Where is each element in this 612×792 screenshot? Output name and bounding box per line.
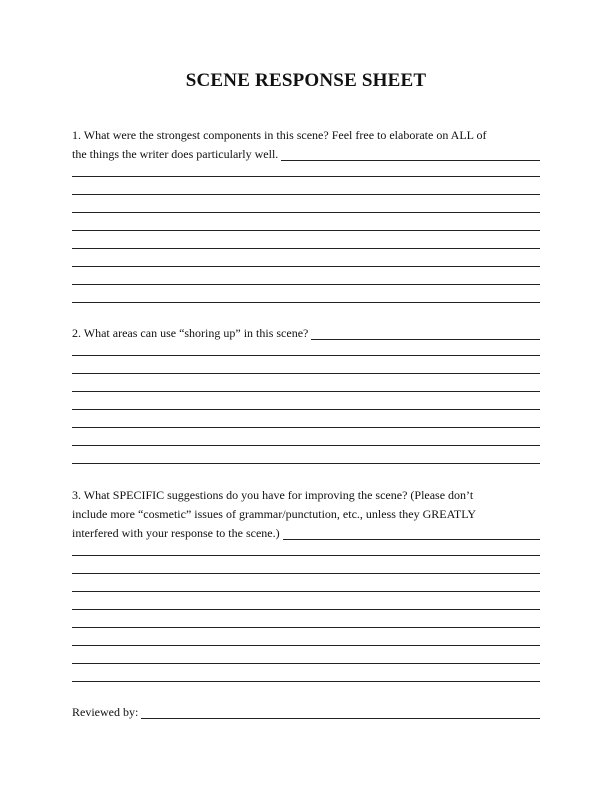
- question-1-answer-line[interactable]: [72, 302, 540, 303]
- question-1-text-cont: the things the writer does particularly well.: [72, 147, 279, 161]
- question-2-answer-line[interactable]: [72, 463, 540, 464]
- question-2-text: 2. What areas can use “shoring up” in this scene?: [72, 326, 309, 340]
- question-1-answer-line[interactable]: [72, 230, 540, 231]
- question-3-line-3: [72, 526, 540, 540]
- question-3-answer-line[interactable]: [72, 681, 540, 682]
- reviewed-by-row: [72, 705, 540, 719]
- question-3-answer-line[interactable]: [72, 609, 540, 610]
- question-3-answer-line[interactable]: [72, 627, 540, 628]
- question-1-answer-line[interactable]: [72, 212, 540, 213]
- question-3-line-1: [72, 488, 540, 502]
- question-1-answer-line[interactable]: [72, 194, 540, 195]
- question-2-answer-line[interactable]: [72, 409, 540, 410]
- question-2-answer-line[interactable]: [72, 355, 540, 356]
- question-3-answer-line[interactable]: [72, 663, 540, 664]
- question-3-answer-line[interactable]: [72, 591, 540, 592]
- question-2-answer-line[interactable]: [72, 427, 540, 428]
- question-3-answer-line[interactable]: [72, 573, 540, 574]
- question-1-answer-line[interactable]: [72, 248, 540, 249]
- question-1-text: 1. What were the strongest components in this scene? Feel free to elaborate on ALL of: [72, 128, 487, 142]
- question-1-line-1: [72, 128, 540, 142]
- question-3-text-cont: interfered with your response to the scene.): [72, 526, 280, 540]
- question-2-line-1: [72, 326, 540, 340]
- question-3-text-cont: include more “cosmetic” issues of grammar/punctution, etc., unless they GREATLY: [72, 507, 477, 521]
- question-2-answer-line[interactable]: [72, 373, 540, 374]
- question-1-answer-line[interactable]: [72, 176, 540, 177]
- page-title: SCENE RESPONSE SHEET: [185, 70, 427, 91]
- question-3-answer-line[interactable]: [72, 555, 540, 556]
- question-1-answer-line[interactable]: [72, 284, 540, 285]
- question-3-line-2: [72, 507, 540, 521]
- reviewed-by-label: Reviewed by:: [72, 705, 139, 719]
- question-2-answer-blank[interactable]: [311, 328, 540, 340]
- question-3-answer-line[interactable]: [72, 645, 540, 646]
- question-1-answer-line[interactable]: [72, 266, 540, 267]
- question-1-line-2: [72, 147, 540, 161]
- reviewed-by-field[interactable]: [141, 707, 540, 719]
- question-3-answer-blank[interactable]: [283, 528, 540, 540]
- question-2-answer-line[interactable]: [72, 445, 540, 446]
- question-3-text: 3. What SPECIFIC suggestions do you have for improving the scene? (Please don’t: [72, 488, 474, 502]
- question-1-answer-blank[interactable]: [281, 149, 540, 161]
- question-2-answer-line[interactable]: [72, 391, 540, 392]
